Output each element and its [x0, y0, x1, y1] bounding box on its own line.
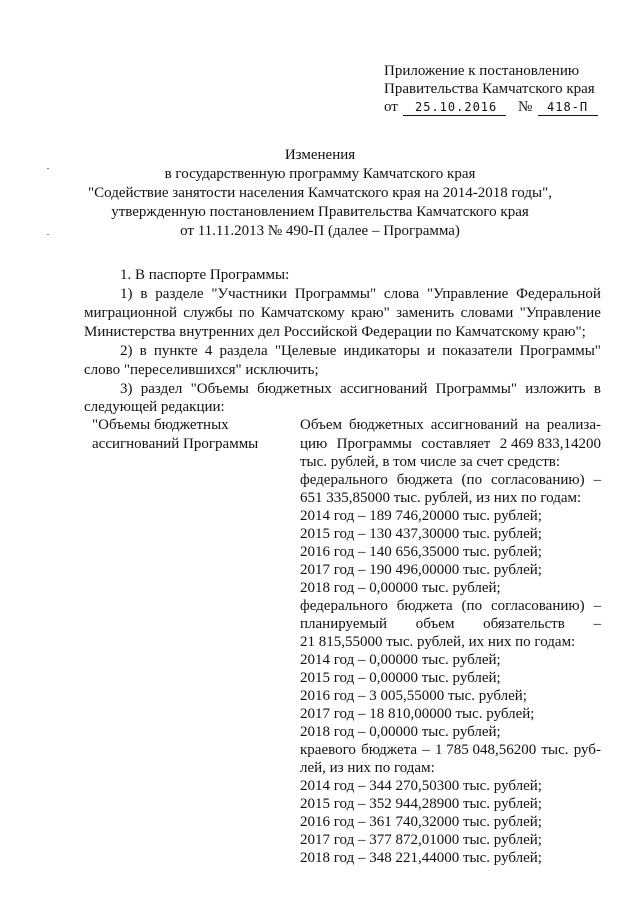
- table-right-line: 2016 год – 361 740,32000 тыс. рублей;: [300, 814, 542, 830]
- word: руб-: [573, 742, 601, 758]
- title-line-1: Изменения: [284, 147, 356, 163]
- word: "Управление: [519, 305, 601, 321]
- word: 1): [120, 286, 133, 302]
- approval-line-2: Правительства Камчатского края: [384, 81, 595, 97]
- p1-line-3: Министерства внутренних дел Российской Федерации по Камчатскому краю";: [84, 324, 586, 340]
- word: Программы": [294, 286, 377, 302]
- approval-line-1: Приложение к постановлению: [384, 63, 580, 79]
- table-right-line: 2018 год – 348 221,44000 тыс. рублей;: [300, 850, 542, 866]
- word: (по: [461, 598, 483, 614]
- word: Программы: [336, 436, 412, 452]
- word: Федеральной: [516, 286, 601, 302]
- word: тыс.: [541, 742, 569, 758]
- word: согласованию): [490, 472, 585, 488]
- table-right-line: лей, из них по годам:: [300, 760, 435, 776]
- table-right-line: [300, 471, 601, 489]
- word: реализа-: [546, 417, 601, 433]
- p2-line-2: слово "переселившихся" исключить;: [84, 362, 319, 378]
- word: на: [525, 417, 540, 433]
- word: бюджетных: [349, 417, 424, 433]
- word: "Участники: [211, 286, 287, 302]
- table-right-line: 2015 год – 0,00000 тыс. рублей;: [300, 670, 501, 686]
- word: краевого: [300, 742, 356, 758]
- word: раздел: [140, 381, 183, 397]
- table-right-line: [300, 435, 601, 453]
- word: показатели: [442, 343, 513, 359]
- p3-line-2: следующей редакции:: [84, 399, 225, 415]
- title-line-2: в государственную программу Камчатского края: [164, 166, 476, 182]
- table-right-line: 2017 год – 18 810,00000 тыс. рублей;: [300, 706, 535, 722]
- table-right-line: [300, 597, 601, 615]
- word: составляет: [421, 436, 491, 452]
- word: 2 469 833,14200: [499, 436, 601, 452]
- table-right-line: 2016 год – 3 005,55000 тыс. рублей;: [300, 688, 527, 704]
- table-right-line: 2017 год – 190 496,00000 тыс. рублей;: [300, 562, 542, 578]
- table-right-line: 2014 год – 0,00000 тыс. рублей;: [300, 652, 501, 668]
- table-right-line: 2016 год – 140 656,35000 тыс. рублей;: [300, 544, 542, 560]
- table-right-line: 2018 год – 0,00000 тыс. рублей;: [300, 580, 501, 596]
- word: Объем: [300, 417, 342, 433]
- word: Программы": [519, 343, 601, 359]
- word: миграционной: [84, 305, 177, 321]
- approval-date: 25.10.2016: [415, 100, 498, 114]
- word: в: [593, 381, 601, 397]
- word: бюджетных: [257, 381, 332, 397]
- word: ассигнований: [430, 417, 519, 433]
- table-right-line: 2015 год – 352 944,28900 тыс. рублей;: [300, 796, 542, 812]
- word: 2): [120, 343, 133, 359]
- word: заменить: [396, 305, 455, 321]
- word: 4: [204, 343, 213, 359]
- table-left-line-1: "Объемы бюджетных: [92, 417, 229, 433]
- word: словами: [460, 305, 514, 321]
- table-right-line: 21 815,55000 тыс. рублей, их них по годам:: [300, 634, 576, 650]
- p3-line-1: [120, 380, 601, 398]
- title-line-5: от 11.11.2013 № 490-П (далее – Программа): [180, 223, 460, 239]
- approval-number: 418-П: [547, 100, 589, 114]
- word: краю": [350, 305, 390, 321]
- word: Программы": [435, 381, 517, 397]
- word: пункте: [153, 343, 198, 359]
- table-right-line: [300, 615, 601, 633]
- table-left-line-2: ассигнований Программы: [92, 436, 259, 452]
- word: планируемый: [300, 616, 388, 632]
- word: –: [593, 598, 601, 614]
- p1-line-1: [120, 285, 601, 303]
- approval-from-label: от: [384, 99, 398, 115]
- p1-line-2: [84, 304, 601, 322]
- word: –: [593, 472, 601, 488]
- word: Камчатскому: [260, 305, 345, 321]
- word: 3): [120, 381, 133, 397]
- word: раздела: [219, 343, 268, 359]
- word: бюджета: [396, 598, 453, 614]
- word: "Управление: [426, 286, 509, 302]
- word: службы: [183, 305, 233, 321]
- table-right-line: 651 335,85000 тыс. рублей, из них по годам:: [300, 490, 582, 506]
- table-right-line: 2014 год – 189 746,20000 тыс. рублей;: [300, 508, 542, 524]
- word: по: [238, 305, 255, 321]
- word: федерального: [300, 598, 388, 614]
- word: бюджета: [396, 472, 453, 488]
- word: "Объемы: [190, 381, 249, 397]
- table-right-line: тыс. рублей, в том числе за счет средств:: [300, 454, 561, 470]
- word: ассигнований: [340, 381, 428, 397]
- word: в: [139, 343, 147, 359]
- word: –: [422, 742, 430, 758]
- table-right-line: 2017 год – 377 872,01000 тыс. рублей;: [300, 832, 542, 848]
- word: "Целевые: [274, 343, 337, 359]
- table-right-line: 2015 год – 130 437,30000 тыс. рублей;: [300, 526, 542, 542]
- word: (по: [461, 472, 483, 488]
- item-1: 1. В паспорте Программы:: [120, 267, 290, 283]
- word: разделе: [155, 286, 204, 302]
- word: цию: [300, 436, 328, 452]
- word: и: [427, 343, 436, 359]
- word: изложить: [525, 381, 586, 397]
- word: слова: [383, 286, 420, 302]
- word: бюджета: [361, 742, 418, 758]
- table-right-line: 2014 год – 344 270,50300 тыс. рублей;: [300, 778, 542, 794]
- word: согласованию): [490, 598, 585, 614]
- table-right-line: [300, 416, 601, 434]
- word: федерального: [300, 472, 388, 488]
- table-right-line: 2018 год – 0,00000 тыс. рублей;: [300, 724, 501, 740]
- word: обязательств: [483, 616, 565, 632]
- title-line-4: утвержденную постановлением Правительства Камчатского края: [111, 204, 529, 220]
- word: 1 785 048,56200: [434, 742, 537, 758]
- table-right-line: [300, 741, 601, 759]
- word: –: [593, 616, 601, 632]
- approval-number-label: №: [518, 99, 533, 115]
- word: в: [140, 286, 148, 302]
- word: объем: [415, 616, 455, 632]
- p2-line-1: [120, 342, 601, 360]
- word: индикаторы: [343, 343, 421, 359]
- title-line-3: "Содействие занятости населения Камчатского края на 2014-2018 годы",: [88, 185, 552, 201]
